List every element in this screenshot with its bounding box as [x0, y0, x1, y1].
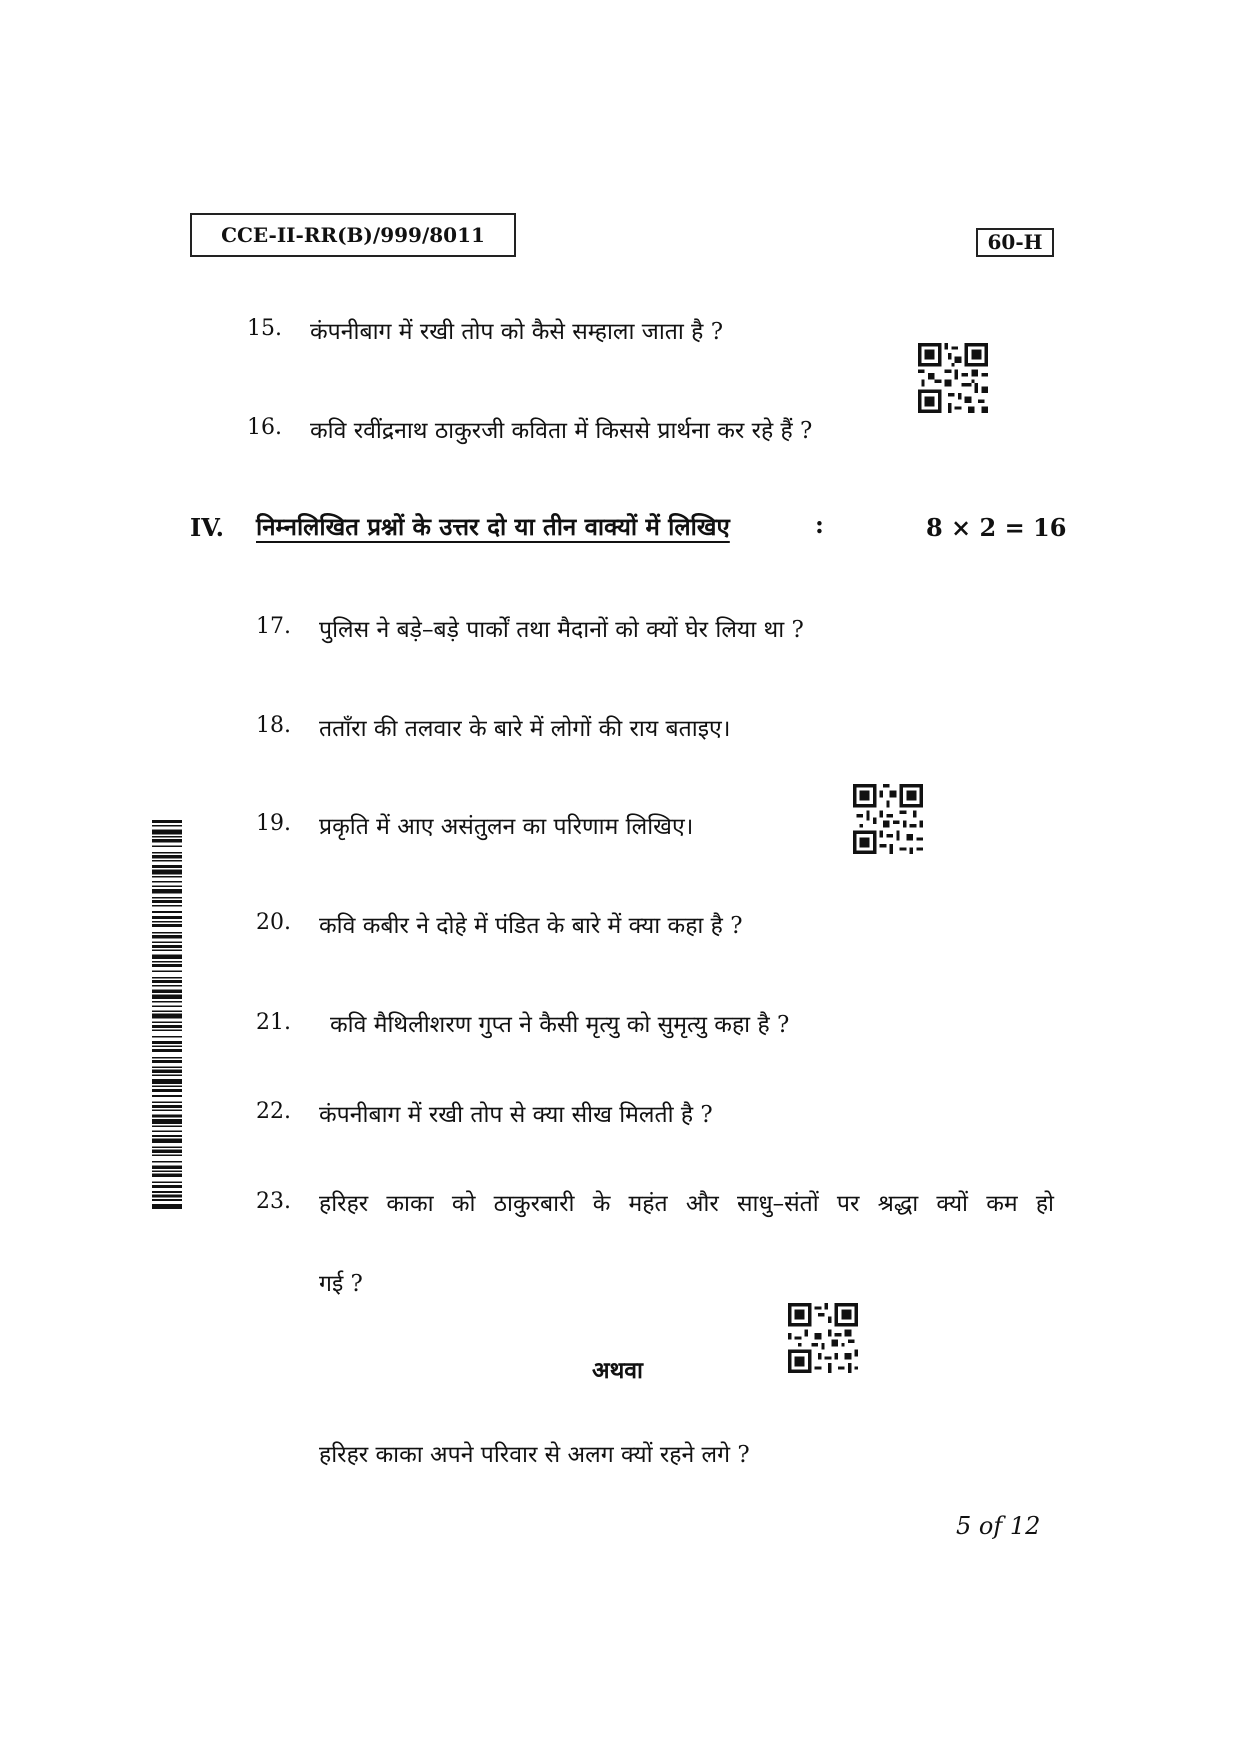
section-marks: 8 × 2 = 16 — [926, 513, 1067, 542]
question-text: हरिहर काका को ठाकुरबारी के महंत और साधु–संतों पर श्रद्धा क्यों कम हो — [319, 1191, 1054, 1217]
question-text: प्रकृति में आए असंतुलन का परिणाम लिखिए। — [319, 814, 694, 840]
qr-code-icon — [918, 343, 988, 413]
barcode-icon — [152, 820, 182, 1210]
question-number: 16. — [247, 415, 282, 440]
question-text: पुलिस ने बड़े–बड़े पार्कों तथा मैदानों को क्यों घेर लिया था ? — [319, 617, 804, 643]
question-text: कवि रवींद्रनाथ ठाकुरजी कविता में किससे प्रार्थना कर रहे हैं ? — [310, 418, 813, 444]
section-colon: : — [815, 510, 824, 539]
question-number: 22. — [256, 1099, 291, 1124]
question-number: 23. — [256, 1189, 291, 1214]
alternate-question-text: हरिहर काका अपने परिवार से अलग क्यों रहने लगे ? — [319, 1442, 750, 1468]
qr-code-icon — [853, 784, 923, 854]
subject-code-box: 60-H — [976, 228, 1054, 257]
question-text-continued: गई ? — [319, 1271, 363, 1297]
section-number: IV. — [190, 513, 225, 542]
question-number: 17. — [256, 614, 291, 639]
question-number: 18. — [256, 713, 291, 738]
section-title: निम्नलिखित प्रश्नों के उत्तर दो या तीन वाक्यों में लिखिए — [256, 512, 730, 541]
or-label: अथवा — [592, 1357, 644, 1384]
question-number: 21. — [256, 1010, 291, 1035]
question-text: कवि कबीर ने दोहे में पंडित के बारे में क्या कहा है ? — [319, 913, 743, 939]
paper-code-box: CCE-II-RR(B)/999/8011 — [190, 213, 516, 257]
page-number: 5 of 12 — [956, 1512, 1041, 1540]
question-number: 20. — [256, 910, 291, 935]
question-number: 19. — [256, 811, 291, 836]
question-number: 15. — [247, 316, 282, 341]
question-text: कंपनीबाग में रखी तोप को कैसे सम्हाला जाता है ? — [310, 319, 724, 345]
qr-code-icon — [788, 1303, 858, 1373]
question-text: तताँरा की तलवार के बारे में लोगों की राय बताइए। — [319, 716, 731, 742]
question-text: कवि मैथिलीशरण गुप्त ने कैसी मृत्यु को सुमृत्यु कहा है ? — [330, 1012, 790, 1038]
question-text: कंपनीबाग में रखी तोप से क्या सीख मिलती है ? — [319, 1102, 713, 1128]
